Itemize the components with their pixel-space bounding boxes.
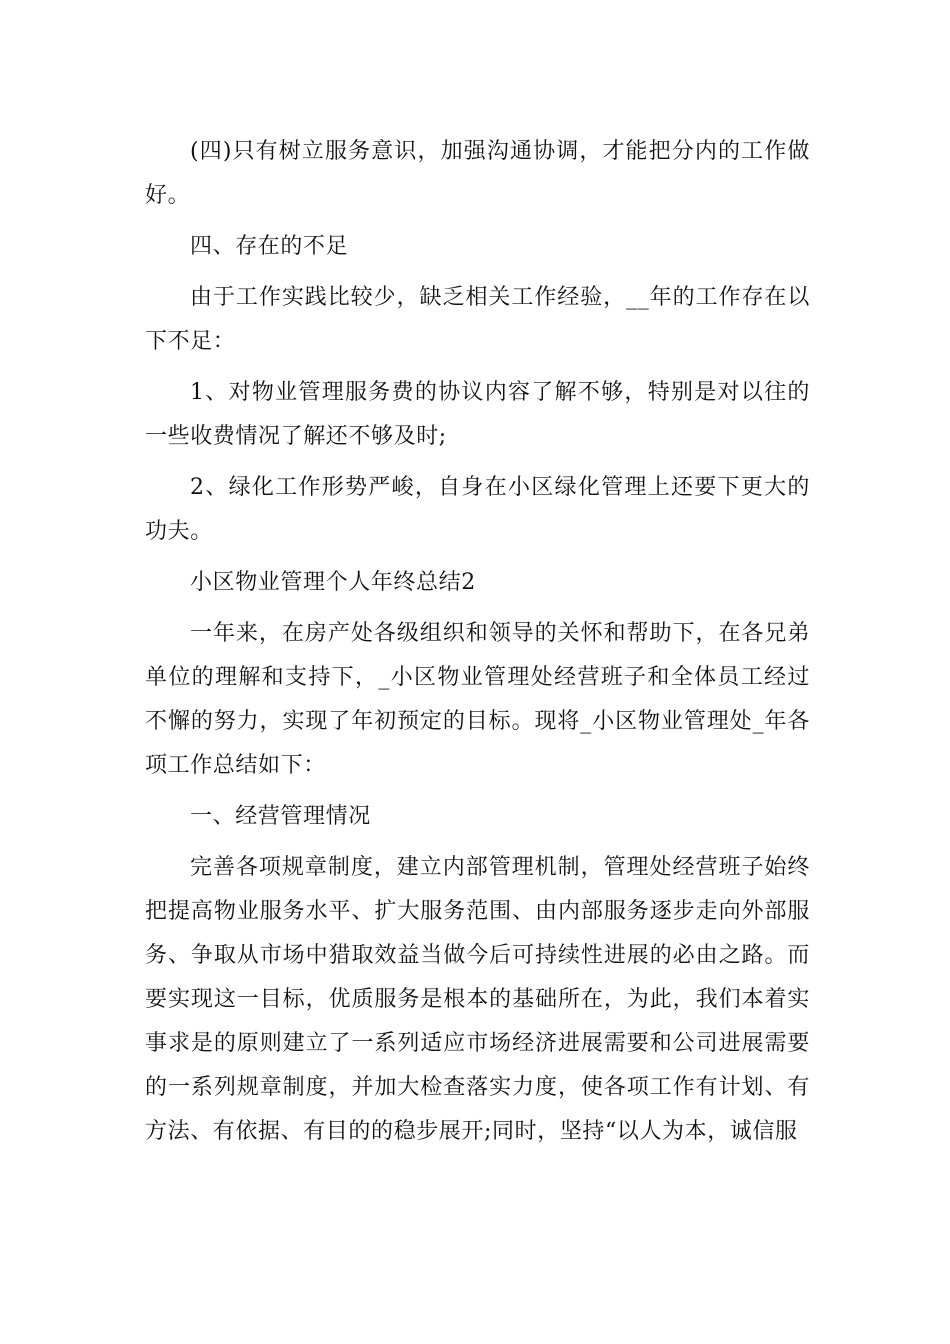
list-item-1: 1、对物业管理服务费的协议内容了解不够，特别是对以往的一些收费情况了解还不够及时; — [145, 380, 810, 449]
document-body — [145, 130, 810, 1161]
paragraph-year-overview: 一年来，在房产处各级组织和领导的关怀和帮助下，在各兄弟单位的理解和支持下，_小区物业管理处经营班子和全体员工经过不懈的努力，实现了年初预定的目标。现将_小区物业管理处_年各项工作总结如下： — [145, 621, 810, 778]
document-subtitle: 小区物业管理个人年终总结2 — [190, 570, 476, 595]
list-item-2: 2、绿化工作形势严峻，自身在小区绿化管理上还要下更大的功夫。 — [145, 475, 810, 544]
section-heading-shortcomings: 四、存在的不足 — [190, 234, 349, 259]
paragraph-shortcomings-intro: 由于工作实践比较少，缺乏相关工作经验，__年的工作存在以下不足： — [145, 285, 810, 354]
paragraph-four-conclusion: (四)只有树立服务意识，加强沟通协调，才能把分内的工作做好。 — [145, 139, 810, 208]
section-heading-management: 一、经营管理情况 — [190, 804, 371, 829]
paragraph-management-details: 完善各项规章制度，建立内部管理机制，管理处经营班子始终把提高物业服务水平、扩大服务范围、由内部服务逐步走向外部服务、争取从市场中猎取效益当做今后可持续性进展的必由之路。而要实现这一目标，优质服务是根本的基础所在，为此，我们本着实事求是的原则建立了一系列适应市场经济进展需要和公司进展需要的一系列规章制度，并加大检查落实力度，使各项工作有计划、有方法、有依据、有目的的稳步展开;同时，坚持“以人为本，诚信服 — [145, 855, 810, 1144]
